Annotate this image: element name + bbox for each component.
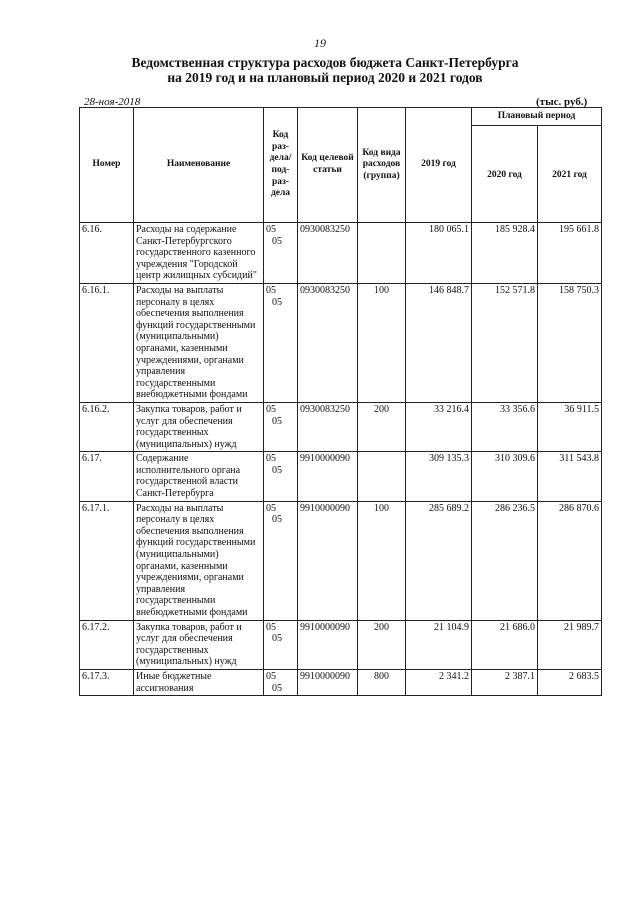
table-row — [80, 501, 602, 620]
section-code: 05 — [266, 403, 276, 415]
row-expense-type: 800 — [358, 669, 406, 695]
table-row — [80, 620, 602, 669]
row-name: Иные бюджетные ассигнования — [134, 669, 264, 695]
table-row — [80, 223, 602, 284]
row-2019-value: 2 341.2 — [406, 669, 472, 695]
row-2021-value: 21 989.7 — [538, 620, 602, 669]
document-title — [70, 55, 580, 85]
row-number: 6.16.2. — [80, 402, 134, 451]
title-line-1: Ведомственная структура расходов бюджета Санкт-Петербурга — [131, 55, 519, 70]
budget-table — [79, 107, 602, 696]
section-code: 05 — [266, 502, 276, 514]
header-2021: 2021 год — [538, 126, 602, 223]
row-section-code — [264, 223, 298, 284]
subsection-code: 05 — [272, 415, 282, 427]
row-name: Расходы на выплаты персоналу в целях обеспечения выполнения функций государственными (муниципальными) органами, казенными учреждениями, органами управления государственными внебюджетными фондами — [134, 283, 264, 402]
row-2019-value: 285 689.2 — [406, 501, 472, 620]
units-label: (тыс. руб.) — [536, 96, 588, 108]
table-row — [80, 669, 602, 695]
row-expense-type: 100 — [358, 501, 406, 620]
row-target-code: 9910000090 — [298, 669, 358, 695]
row-2020-value: 21 686.0 — [472, 620, 538, 669]
section-code: 05 — [266, 621, 276, 633]
row-2021-value: 311 543.8 — [538, 452, 602, 501]
row-expense-type: 200 — [358, 620, 406, 669]
header-section-code: Код раз-дела/ под-раз-дела — [264, 108, 298, 223]
row-target-code: 0930083250 — [298, 283, 358, 402]
row-2021-value: 2 683.5 — [538, 669, 602, 695]
row-2020-value: 33 356.6 — [472, 402, 538, 451]
header-name: Наименование — [134, 108, 264, 223]
subsection-code: 05 — [272, 682, 282, 694]
subsection-code: 05 — [272, 514, 282, 526]
row-expense-type — [358, 223, 406, 284]
subsection-code: 05 — [272, 296, 282, 308]
section-code: 05 — [266, 224, 276, 235]
row-section-code — [264, 620, 298, 669]
row-name: Закупка товаров, работ и услуг для обеспечения государственных (муниципальных) нужд — [134, 620, 264, 669]
row-2019-value: 146 848.7 — [406, 283, 472, 402]
row-2021-value: 195 661.8 — [538, 223, 602, 284]
row-2021-value: 36 911.5 — [538, 402, 602, 451]
subsection-code: 05 — [272, 235, 282, 247]
row-2020-value: 286 236.5 — [472, 501, 538, 620]
row-2020-value: 185 928.4 — [472, 223, 538, 284]
row-target-code: 0930083250 — [298, 402, 358, 451]
row-number: 6.17.2. — [80, 620, 134, 669]
row-2021-value: 286 870.6 — [538, 501, 602, 620]
row-2021-value: 158 750.3 — [538, 283, 602, 402]
row-target-code: 9910000090 — [298, 452, 358, 501]
header-expense-type: Код вида расходов (группа) — [358, 108, 406, 223]
header-target-code: Код целевой статьи — [298, 108, 358, 223]
row-name: Расходы на содержание Санкт-Петербургского государственного казенного учреждения "Городской центр жилищных субсидий" — [134, 223, 264, 284]
row-2020-value: 152 571.8 — [472, 283, 538, 402]
row-2019-value: 309 135.3 — [406, 452, 472, 501]
header-planned-period: Плановый период — [472, 108, 602, 126]
section-code: 05 — [266, 670, 276, 682]
section-code: 05 — [266, 453, 276, 465]
table-row — [80, 452, 602, 501]
row-number: 6.17. — [80, 452, 134, 501]
row-name: Содержание исполнительного органа государственной власти Санкт-Петербурга — [134, 452, 264, 501]
row-2020-value: 310 309.6 — [472, 452, 538, 501]
row-target-code: 9910000090 — [298, 501, 358, 620]
header-number: Номер — [80, 108, 134, 223]
row-2019-value: 33 216.4 — [406, 402, 472, 451]
subsection-code: 05 — [272, 464, 282, 476]
row-section-code — [264, 452, 298, 501]
page-number: 19 — [314, 36, 326, 50]
row-number: 6.17.3. — [80, 669, 134, 695]
row-number: 6.17.1. — [80, 501, 134, 620]
row-2019-value: 180 065.1 — [406, 223, 472, 284]
row-name: Расходы на выплаты персоналу в целях обеспечения выполнения функций государственными (муниципальными) органами, казенными учреждениями, органами управления государственными внебюджетными фондами — [134, 501, 264, 620]
table-row — [80, 283, 602, 402]
row-name: Закупка товаров, работ и услуг для обеспечения государственных (муниципальных) нужд — [134, 402, 264, 451]
header-2020: 2020 год — [472, 126, 538, 223]
row-section-code — [264, 283, 298, 402]
row-expense-type — [358, 452, 406, 501]
row-target-code: 9910000090 — [298, 620, 358, 669]
header-2019: 2019 год — [406, 108, 472, 223]
row-section-code — [264, 501, 298, 620]
section-code: 05 — [266, 284, 276, 296]
row-2020-value: 2 387.1 — [472, 669, 538, 695]
row-number: 6.16. — [80, 223, 134, 284]
row-section-code — [264, 402, 298, 451]
table-row — [80, 402, 602, 451]
row-expense-type: 200 — [358, 402, 406, 451]
row-2019-value: 21 104.9 — [406, 620, 472, 669]
title-line-2: на 2019 год и на плановый период 2020 и 2021 годов — [167, 70, 483, 85]
row-number: 6.16.1. — [80, 283, 134, 402]
subsection-code: 05 — [272, 633, 282, 645]
row-target-code: 0930083250 — [298, 223, 358, 284]
row-section-code — [264, 669, 298, 695]
row-expense-type: 100 — [358, 283, 406, 402]
document-date: 28-ноя-2018 — [84, 96, 141, 108]
